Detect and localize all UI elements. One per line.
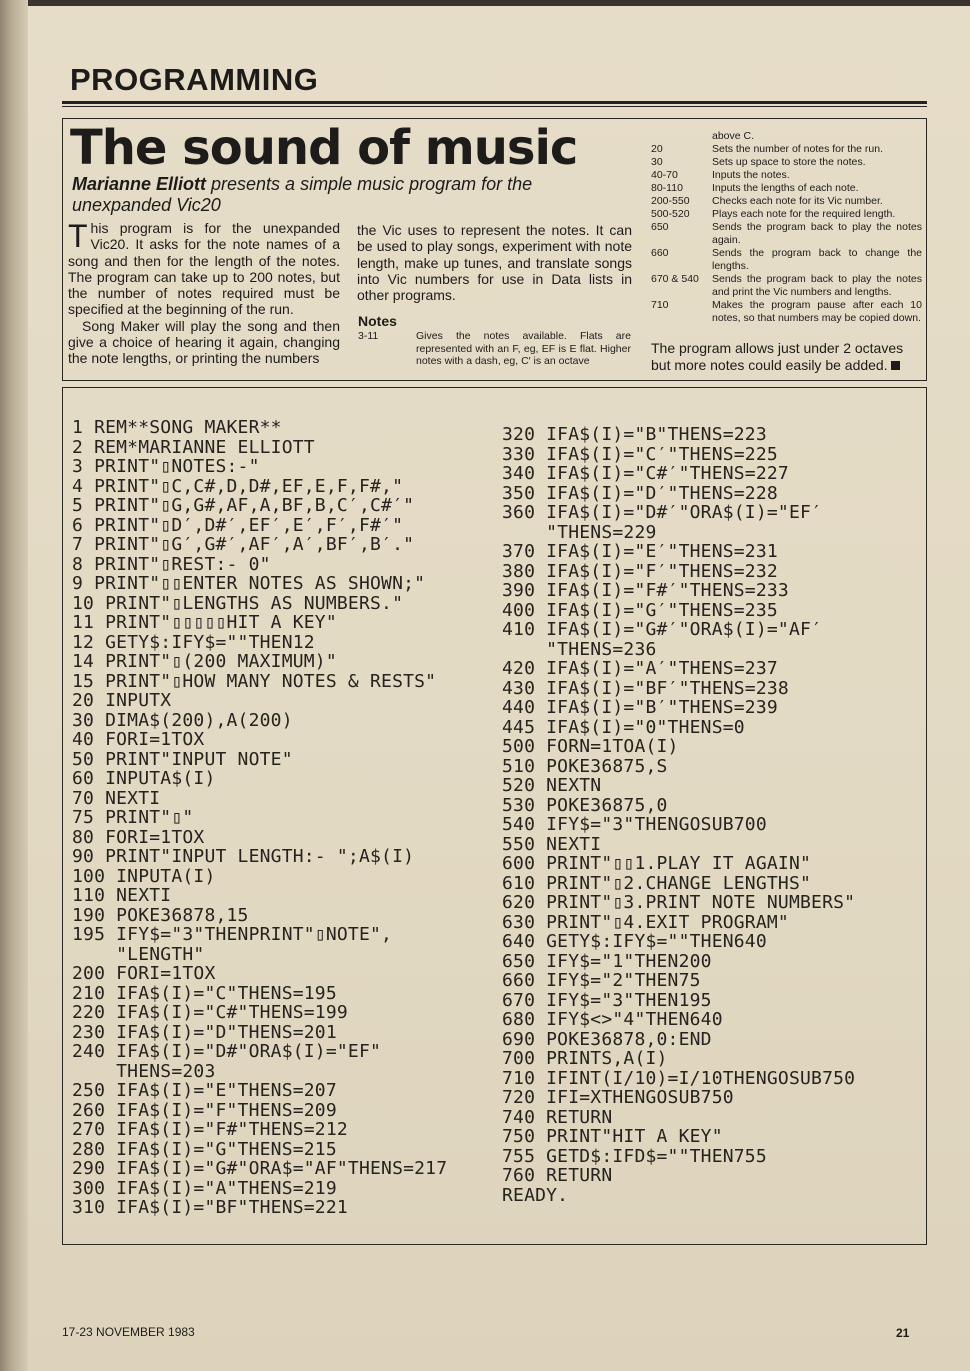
code-line: 12 GETY$:IFY$=""THEN12 xyxy=(72,631,315,653)
article-title: The sound of music xyxy=(70,120,578,176)
note-text: Gives the notes available. Flats are represented with an F, eg, EF is E flat. Higher notes with a dash, eg, C′ is an octave xyxy=(416,330,631,367)
code-line: 445 IFA$(I)="0"THENS=0 xyxy=(502,716,745,738)
code-line: 80 FORI=1TOX xyxy=(72,826,205,848)
end-mark-icon xyxy=(891,361,900,370)
code-line: 530 POKE36875,0 xyxy=(502,794,668,816)
code-line: 440 IFA$(I)="B′"THENS=239 xyxy=(502,697,778,718)
note-text: above C. xyxy=(712,130,755,142)
note-text: Inputs the notes. xyxy=(712,169,790,181)
byline-text: presents a simple music program for the unexpanded Vic20 xyxy=(72,174,533,215)
code-line: 370 IFA$(I)="E′"THENS=231 xyxy=(502,541,778,562)
code-line: "LENGTH" xyxy=(72,943,205,965)
code-line: 10 PRINT"▯LENGTHS AS NUMBERS." xyxy=(72,592,404,614)
code-line: "THENS=229 xyxy=(502,521,657,543)
note-text: Sends the program back to play the notes and print the Vic numbers and lengths. xyxy=(712,273,922,298)
code-line: 6 PRINT"▯D′,D#′,EF′,E′,F′,F#′" xyxy=(72,514,404,536)
note-text: Sets the number of notes for the run. xyxy=(712,143,884,155)
code-line: 190 POKE36878,15 xyxy=(72,904,249,926)
code-line: 3 PRINT"▯NOTES:-" xyxy=(72,456,260,477)
note-line-number: 20 xyxy=(651,143,663,155)
code-line: 14 PRINT"▯(200 MAXIMUM)" xyxy=(72,651,337,672)
note-line-number: 710 xyxy=(651,299,669,311)
note-line-number: 500-520 xyxy=(651,208,690,220)
code-line: 350 IFA$(I)="D′"THENS=228 xyxy=(502,482,778,504)
code-line: THENS=203 xyxy=(72,1060,216,1082)
page-number: 21 xyxy=(896,1326,910,1340)
code-line: 4 PRINT"▯C,C#,D,D#,EF,E,F,F#," xyxy=(72,475,404,497)
section-rule xyxy=(62,101,927,104)
program-listing-left xyxy=(72,418,447,1218)
code-line: 755 GETD$:IFD$=""THEN755 xyxy=(502,1145,767,1167)
code-line: 290 IFA$(I)="G#"ORA$="AF"THENS=217 xyxy=(72,1158,448,1179)
note-text: Sets up space to store the notes. xyxy=(712,156,866,168)
code-line: 400 IFA$(I)="G′"THENS=235 xyxy=(502,599,778,621)
code-line: 620 PRINT"▯3.PRINT NOTE NUMBERS" xyxy=(502,892,856,913)
code-line: 30 DIMA$(200),A(200) xyxy=(72,709,293,731)
code-line: 250 IFA$(I)="E"THENS=207 xyxy=(72,1080,337,1101)
code-line: 640 GETY$:IFY$=""THEN640 xyxy=(502,931,767,952)
code-line: "THENS=236 xyxy=(502,638,657,660)
byline-author: Marianne Elliott xyxy=(72,174,207,194)
code-line: 75 PRINT"▯" xyxy=(72,807,194,828)
section-rule-thin xyxy=(62,106,927,107)
code-line: 15 PRINT"▯HOW MANY NOTES & RESTS" xyxy=(72,670,437,692)
program-listing-right xyxy=(502,425,855,1205)
code-line: 280 IFA$(I)="G"THENS=215 xyxy=(72,1138,337,1160)
code-line: 110 NEXTI xyxy=(72,885,172,906)
code-line: 630 PRINT"▯4.EXIT PROGRAM" xyxy=(502,911,789,933)
code-line: 11 PRINT"▯▯▯▯▯HIT A KEY" xyxy=(72,612,337,633)
code-line: 60 INPUTA$(I) xyxy=(72,768,216,789)
note-line-number: 650 xyxy=(651,221,669,233)
code-line: 650 IFY$="1"THEN200 xyxy=(502,950,712,972)
code-line: 40 FORI=1TOX xyxy=(72,729,205,750)
code-line: 220 IFA$(I)="C#"THENS=199 xyxy=(72,1002,348,1023)
note-line-number: 30 xyxy=(651,156,663,168)
article-column-2: the Vic uses to represent the notes. It can be used to play songs, experiment with note length, make up tunes, and translate songs into Vic numbers for use in Data lists in other programs. xyxy=(357,222,632,304)
code-line: 520 NEXTN xyxy=(502,775,602,796)
code-line: 670 IFY$="3"THEN195 xyxy=(502,989,712,1011)
code-line: 2 REM*MARIANNE ELLIOTT xyxy=(72,436,315,458)
code-line: 7 PRINT"▯G′,G#′,AF′,A′,BF′,B′." xyxy=(72,534,415,555)
page-spine xyxy=(0,0,28,1371)
code-line: 320 IFA$(I)="B"THENS=223 xyxy=(502,424,767,445)
article-column-1 xyxy=(68,220,340,367)
code-line: 760 RETURN xyxy=(502,1165,613,1186)
code-line: 330 IFA$(I)="C′"THENS=225 xyxy=(502,443,778,465)
note-text: Checks each note for its Vic number. xyxy=(712,195,883,207)
code-line: 550 NEXTI xyxy=(502,833,602,855)
code-line: 260 IFA$(I)="F"THENS=209 xyxy=(72,1099,337,1121)
code-line: 610 PRINT"▯2.CHANGE LENGTHS" xyxy=(502,872,812,894)
code-line: 390 IFA$(I)="F#′"THENS=233 xyxy=(502,580,789,601)
code-line: 360 IFA$(I)="D#′"ORA$(I)="EF′ xyxy=(502,502,823,523)
notes-heading: Notes xyxy=(358,313,397,329)
note-line-number: 660 xyxy=(651,247,669,259)
paragraph: Song Maker will play the song and then give a choice of hearing it again, changing the note lengths, or printing the numbers xyxy=(68,317,340,367)
note-text: Sends the program back to change the lengths. xyxy=(712,247,922,272)
code-line: 195 IFY$="3"THENPRINT"▯NOTE", xyxy=(72,924,393,945)
code-line: 270 IFA$(I)="F#"THENS=212 xyxy=(72,1119,348,1140)
note-text: Inputs the lengths of each note. xyxy=(712,182,859,194)
note-line-number: 40-70 xyxy=(651,169,678,181)
note-text: Makes the program pause after each 10 notes, so that numbers may be copied down. xyxy=(712,299,922,324)
code-line: 410 IFA$(I)="G#′"ORA$(I)="AF′ xyxy=(502,619,823,640)
code-line: 8 PRINT"▯REST:- 0" xyxy=(72,553,271,575)
note-line-number: 670 & 540 xyxy=(651,273,699,285)
note-line-number: 3-11 xyxy=(358,330,379,342)
code-line: 50 PRINT"INPUT NOTE" xyxy=(72,748,293,770)
code-line: 720 IFI=XTHENGOSUB750 xyxy=(502,1087,734,1108)
code-line: 70 NEXTI xyxy=(72,787,161,809)
code-line: 210 IFA$(I)="C"THENS=195 xyxy=(72,982,337,1004)
code-line: 430 IFA$(I)="BF′"THENS=238 xyxy=(502,677,789,699)
code-line: 600 PRINT"▯▯1.PLAY IT AGAIN" xyxy=(502,853,812,874)
code-line: 700 PRINTS,A(I) xyxy=(502,1048,668,1069)
note-text: Sends the program back to play the notes again. xyxy=(712,221,922,246)
code-line: 310 IFA$(I)="BF"THENS=221 xyxy=(72,1197,348,1218)
section-heading: PROGRAMMING xyxy=(70,62,319,97)
code-line: 200 FORI=1TOX xyxy=(72,963,216,984)
note-text: Plays each note for the required length. xyxy=(712,208,896,220)
drop-cap: T xyxy=(68,218,88,254)
code-line: 1 REM**SONG MAKER** xyxy=(72,417,282,438)
note-line-number: 80-110 xyxy=(651,182,683,194)
code-line: 100 INPUTA(I) xyxy=(72,865,216,887)
note-line-number: 200-550 xyxy=(651,195,690,207)
code-line: 540 IFY$="3"THENGOSUB700 xyxy=(502,814,767,835)
code-line: 740 RETURN xyxy=(502,1106,613,1128)
code-line: 710 IFINT(I/10)=I/10THENGOSUB750 xyxy=(502,1067,856,1089)
code-line: 750 PRINT"HIT A KEY" xyxy=(502,1126,723,1147)
code-line: 9 PRINT"▯▯ENTER NOTES AS SHOWN;" xyxy=(72,573,426,594)
article-byline xyxy=(72,174,572,216)
paragraph: his program is for the unexpanded Vic20. It asks for the note names of a song and then for the length of the notes. The program can take up to 200 notes, but the number of notes required must be specified at the beginning of the run. xyxy=(68,220,340,318)
code-line: 680 IFY$<>"4"THEN640 xyxy=(502,1009,723,1030)
code-line: 690 POKE36878,0:END xyxy=(502,1028,712,1050)
code-line: READY. xyxy=(502,1184,569,1206)
code-line: 340 IFA$(I)="C#′"THENS=227 xyxy=(502,463,789,484)
issue-date: 17-23 NOVEMBER 1983 xyxy=(62,1325,195,1339)
code-line: 240 IFA$(I)="D#"ORA$(I)="EF" xyxy=(72,1041,382,1062)
code-line: 420 IFA$(I)="A′"THENS=237 xyxy=(502,658,778,679)
code-line: 500 FORN=1TOA(I) xyxy=(502,736,679,757)
code-line: 660 IFY$="2"THEN75 xyxy=(502,970,701,991)
code-line: 510 POKE36875,S xyxy=(502,755,668,777)
code-line: 380 IFA$(I)="F′"THENS=232 xyxy=(502,560,778,582)
code-line: 230 IFA$(I)="D"THENS=201 xyxy=(72,1021,337,1043)
conclusion-text: The program allows just under 2 octaves but more notes could easily be added. xyxy=(651,340,904,373)
code-line: 20 INPUTX xyxy=(72,690,172,711)
code-line: 5 PRINT"▯G,G#,AF,A,BF,B,C′,C#′" xyxy=(72,495,415,516)
article-conclusion xyxy=(651,340,923,373)
code-line: 300 IFA$(I)="A"THENS=219 xyxy=(72,1177,337,1199)
code-line: 90 PRINT"INPUT LENGTH:- ";A$(I) xyxy=(72,846,415,867)
